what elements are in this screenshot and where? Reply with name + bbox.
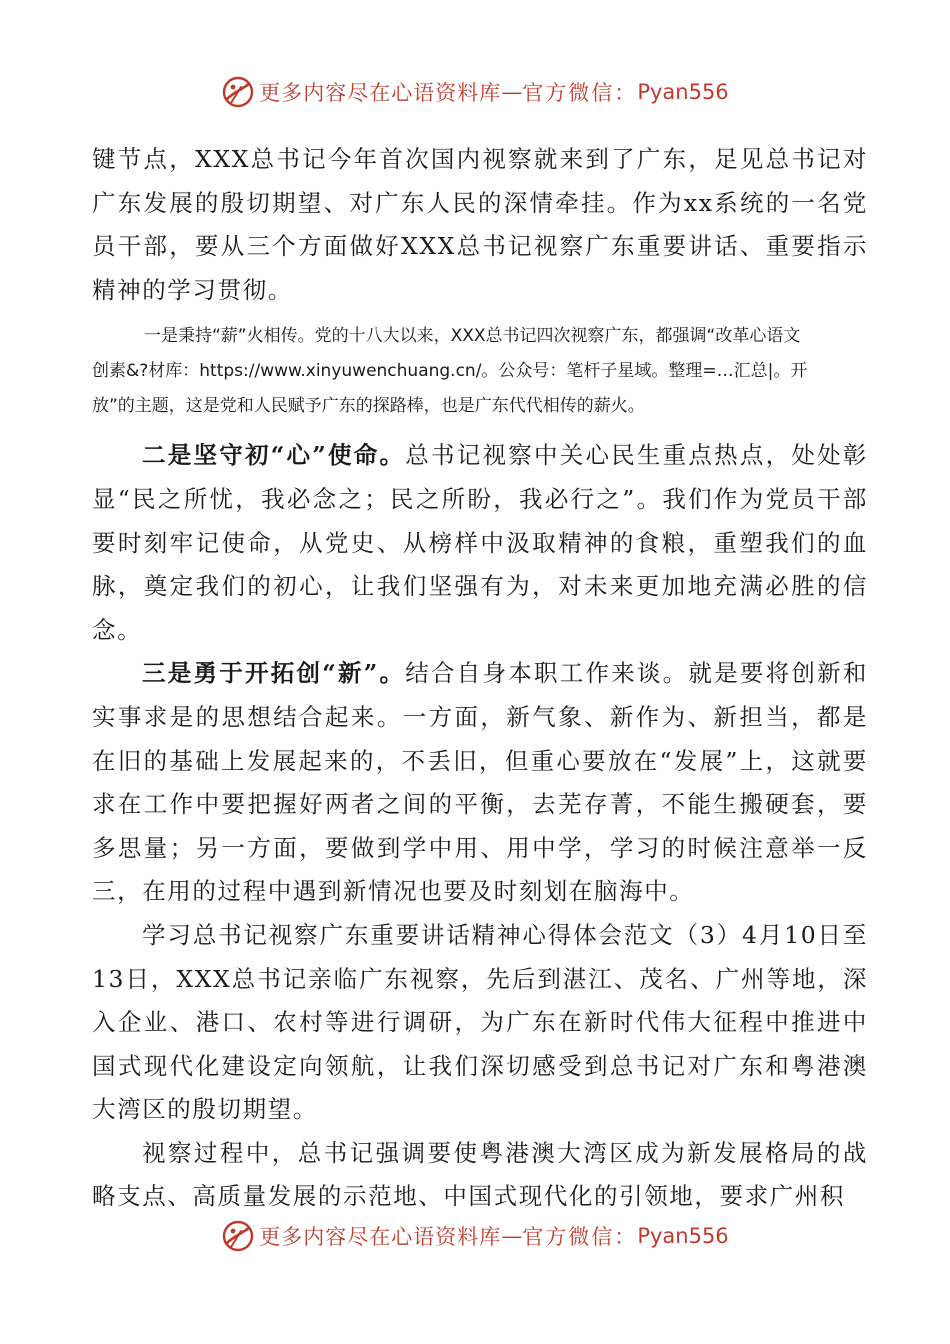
footer-brand-text: 更多内容尽在心语资料库 xyxy=(259,1225,502,1249)
paragraph-5: 学习总书记视察广东重要讲话精神心得体会范文（3）4月10日至13日，XXX总书记亲临广东视察，先后到湛江、茂名、广州等地，深入企业、港口、农村等进行调研，为广东在新时代伟大征程中推进中国式现代化建设定向领航，让我们深切感受到总书记对广东和粤港澳大湾区的殷切期望。 xyxy=(92,920,868,1124)
paragraph-4-text: 结合自身本职工作来谈。就是要将创新和实事求是的思想结合起来。一方面，新气象、新作为、新担当，都是在旧的基础上发展起来的，不丢旧，但重心要放在“发展”上，这就要求在工作中要把握好两者之间的平衡，去芜存菁，不能生搬硬套，要多思量；另一方面，要做到学中用、用中学，学习的时候注意举一反三，在用的过程中遇到新情况也要及时刻划在脑海中。 xyxy=(92,659,868,906)
paragraph-2-small xyxy=(92,319,868,424)
footer-dash: — xyxy=(501,1224,523,1248)
paragraph-2-line-3: 放”的主题，这是党和人民赋予广东的探路棒，也是广东代代相传的薪火。 xyxy=(92,396,645,417)
paragraph-1: 键节点，XXX总书记今年首次国内视察就来到了广东，足见总书记对广东发展的殷切期望、对广东人民的深情牵挂。作为xx系统的一名党员干部，要从三个方面做好XXX总书记视察广东重要讲话、重要指示精神的学习贯彻。 xyxy=(92,145,868,304)
paragraph-2-line-2: 创素&?材库：https://www.xinyuwenchuang.cn/。公众号：笔杆子星域。整理=…汇总|。开 xyxy=(92,361,808,382)
header-brand-text: 更多内容尽在心语资料库 xyxy=(259,81,502,105)
paragraph-3-heading: 二是坚守初“心”使命。 xyxy=(142,441,406,470)
brand-logo-icon xyxy=(221,75,255,109)
header-wechat-label: 官方微信： xyxy=(522,81,638,105)
paragraph-4 xyxy=(92,652,868,914)
header-banner xyxy=(0,72,950,112)
paragraph-3 xyxy=(92,434,868,652)
paragraph-4-heading: 三是勇于开拓创“新”。 xyxy=(142,659,406,688)
paragraph-6: 视察过程中，总书记强调要使粤港澳大湾区成为新发展格局的战略支点、高质量发展的示范地、中国式现代化的引领地，要求广州积 xyxy=(92,1138,868,1211)
header-wechat-id: Pyan556 xyxy=(637,80,729,104)
footer-wechat-id: Pyan556 xyxy=(637,1224,729,1248)
paragraph-2-line-1: 一是秉持“薪”火相传。党的十八大以来，XXX总书记四次视察广东，都强调“改革心语文 xyxy=(144,326,801,347)
footer-banner xyxy=(0,1216,950,1256)
footer-wechat-label: 官方微信： xyxy=(522,1225,638,1249)
paragraph-3-text: 总书记视察中关心民生重点热点，处处彰显“民之所忧，我必念之；民之所盼，我必行之”。我们作为党员干部要时刻牢记使命，从党史、从榜样中汲取精神的食粮，重塑我们的血脉，奠定我们的初心，让我们坚强有为，对未来更加地充满必胜的信念。 xyxy=(92,441,868,644)
header-dash: — xyxy=(501,80,523,104)
brand-logo-icon xyxy=(221,1219,255,1253)
document-body xyxy=(92,138,868,1219)
